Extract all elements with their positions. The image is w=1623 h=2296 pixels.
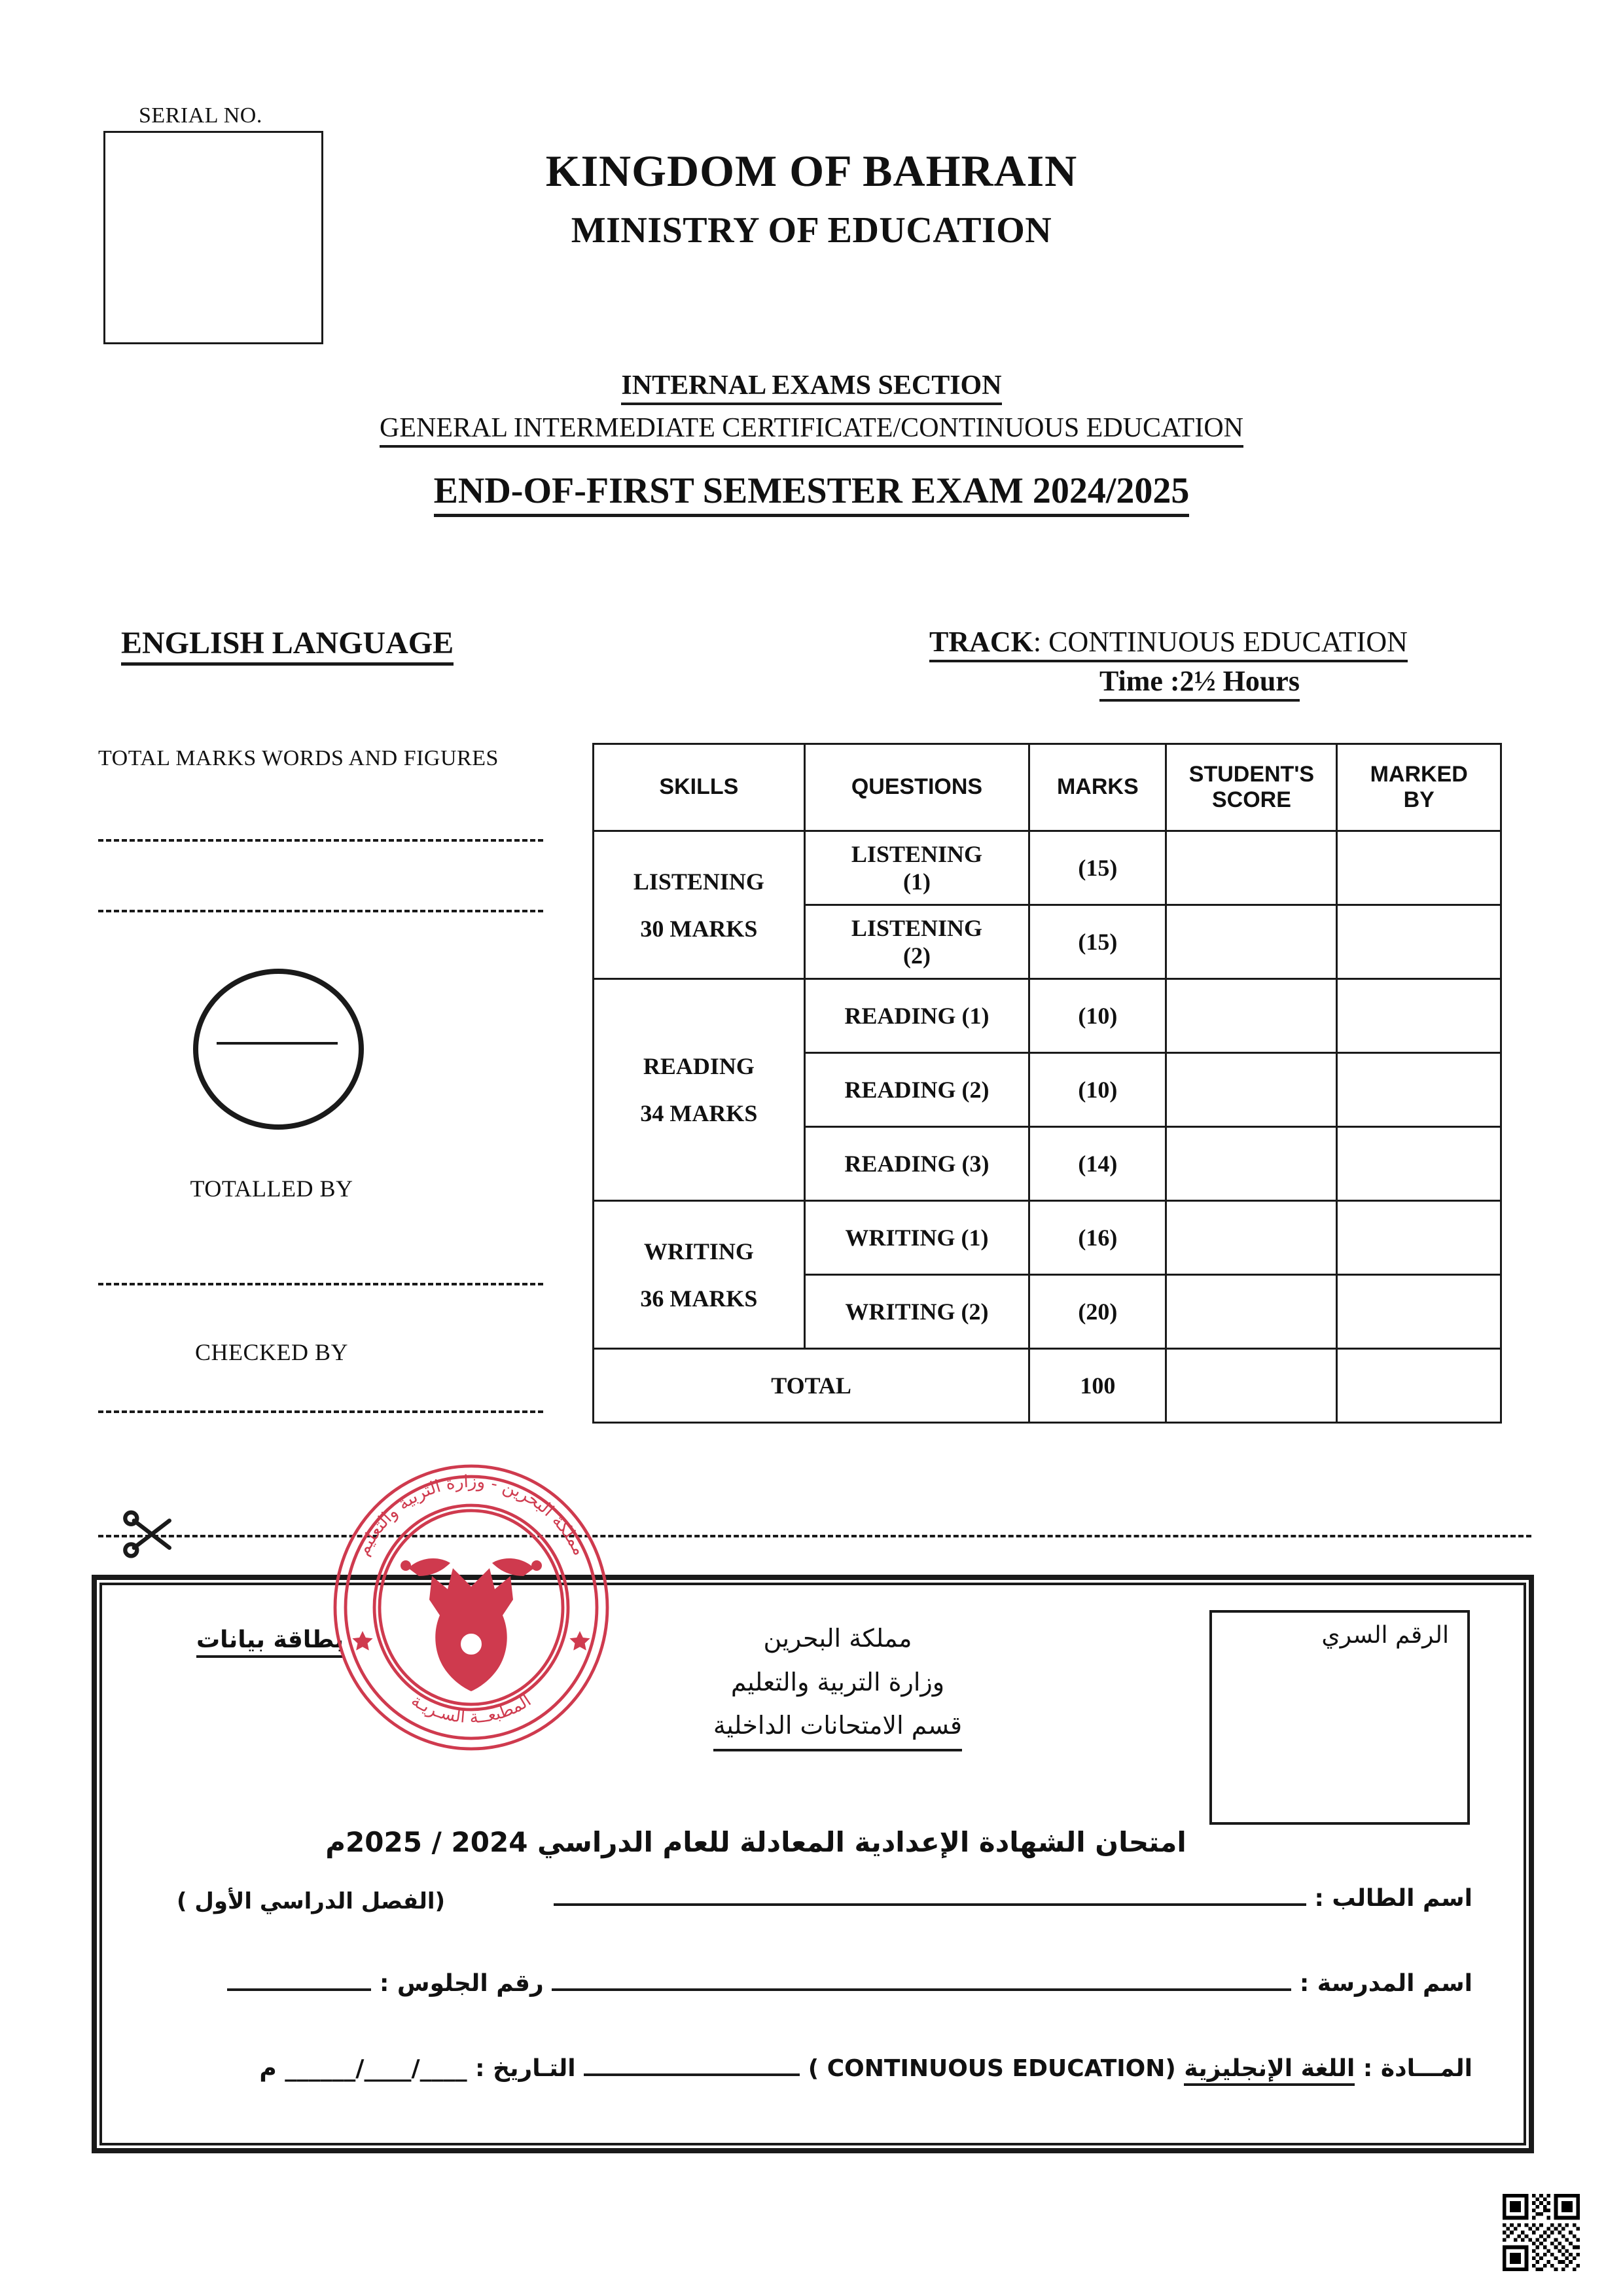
student-name-label: اسم الطالب : — [1314, 1885, 1472, 1912]
card-title-batqa-bayanat: بطاقة بيانات — [196, 1626, 344, 1658]
student-score-cell[interactable] — [1166, 1275, 1337, 1349]
student-score-cell[interactable] — [1166, 831, 1337, 905]
student-score-cell[interactable] — [1166, 979, 1337, 1053]
table-row — [594, 831, 1501, 905]
stamp-top-text: مملكة البحرين - وزارة التربية والتعليم — [353, 1471, 590, 1559]
column-header-marked-by — [1337, 744, 1501, 831]
student-name-field — [554, 1885, 1472, 1912]
exam-section-heading — [0, 370, 1623, 401]
exam-time: Time :2½ Hours — [1099, 664, 1300, 702]
subject-value-english: (CONTINUOUS EDUCATION ) — [808, 2055, 1176, 2082]
semester-note: (الفصل الدراسي الأول ) — [177, 1888, 446, 1914]
checked-by-label: CHECKED BY — [194, 1339, 348, 1365]
table-header-row — [594, 744, 1501, 831]
date-blanks[interactable]: ____/____/______ م — [259, 2055, 467, 2082]
question-cell — [804, 905, 1029, 979]
question-label-line2: (2) — [902, 942, 931, 969]
marks-cell: (16) — [1029, 1201, 1166, 1275]
scissors-icon — [121, 1505, 180, 1564]
school-name-label: اسم المدرسة : — [1299, 1970, 1472, 1997]
skill-listening-name: LISTENING — [633, 868, 764, 895]
marked-by-cell[interactable] — [1337, 1275, 1501, 1349]
lower-write-line[interactable] — [98, 1410, 543, 1413]
track-label: TRACK — [929, 626, 1033, 658]
marked-by-cell[interactable] — [1337, 1053, 1501, 1127]
marked-by-cell[interactable] — [1337, 905, 1501, 979]
official-ministry-seal-stamp — [327, 1461, 615, 1755]
skill-reading-name: READING — [643, 1053, 755, 1079]
secret-number-box[interactable] — [1209, 1610, 1470, 1825]
student-score-cell[interactable] — [1166, 1201, 1337, 1275]
seat-number-label: رقم الجلوس : — [379, 1970, 544, 1997]
seat-number-input-line[interactable] — [227, 1971, 371, 1991]
subject-extra-line[interactable] — [584, 2056, 800, 2076]
marked-by-line2: BY — [1403, 787, 1435, 812]
question-cell: READING (3) — [804, 1127, 1029, 1201]
subject-name: ENGLISH LANGUAGE — [121, 625, 454, 666]
track-value: : CONTINUOUS EDUCATION — [1033, 626, 1408, 658]
exam-section-text: INTERNAL EXAMS SECTION — [621, 370, 1001, 405]
skill-group-listening — [594, 831, 805, 979]
semester-exam-title — [0, 470, 1623, 512]
serial-no-label: SERIAL NO. — [139, 103, 262, 128]
total-marks-write-line-1[interactable] — [98, 839, 543, 842]
skill-group-writing — [594, 1201, 805, 1349]
marked-by-cell[interactable] — [1337, 1127, 1501, 1201]
card-ministry-block — [654, 1617, 1021, 1751]
marked-by-cell[interactable] — [1337, 1201, 1501, 1275]
question-cell: WRITING (2) — [804, 1275, 1029, 1349]
student-name-input-line[interactable] — [554, 1886, 1306, 1906]
card-section-name: قسم الامتحانات الداخلية — [713, 1704, 962, 1751]
subject-value-arabic: اللغة الإنجليزية — [1184, 2055, 1355, 2086]
column-header-skills: SKILLS — [594, 744, 805, 831]
total-label: TOTAL — [594, 1349, 1029, 1423]
track-line — [929, 625, 1408, 662]
totalled-by-circle[interactable] — [193, 969, 364, 1130]
school-name-input-line[interactable] — [552, 1971, 1291, 1991]
question-label-line2: (1) — [902, 869, 931, 895]
marks-cell: (15) — [1029, 831, 1166, 905]
skill-reading-marks: 34 MARKS — [640, 1100, 758, 1126]
column-header-students-score — [1166, 744, 1337, 831]
circle-divider-line — [217, 1042, 338, 1045]
question-cell: WRITING (1) — [804, 1201, 1029, 1275]
totalled-by-label: TOTALLED BY — [190, 1175, 353, 1202]
stamp-bottom-text: المطبعــة السـريـة — [407, 1691, 535, 1728]
column-header-marks: MARKS — [1029, 744, 1166, 831]
qr-code-icon — [1503, 2194, 1580, 2271]
question-cell: READING (2) — [804, 1053, 1029, 1127]
semester-exam-text: END-OF-FIRST SEMESTER EXAM 2024/2025 — [434, 471, 1190, 517]
total-marked-by-cell[interactable] — [1337, 1349, 1501, 1423]
student-score-cell[interactable] — [1166, 905, 1337, 979]
ministry-title: MINISTRY OF EDUCATION — [571, 210, 1052, 251]
skill-writing-marks: 36 MARKS — [640, 1285, 758, 1312]
card-ministry-name: وزارة التربية والتعليم — [730, 1667, 945, 1696]
table-row — [594, 1201, 1501, 1275]
marked-by-line1: MARKED — [1370, 761, 1468, 787]
card-country: مملكة البحرين — [763, 1624, 912, 1653]
total-marks-words-figures-label: TOTAL MARKS WORDS AND FIGURES — [98, 746, 499, 770]
marked-by-cell[interactable] — [1337, 979, 1501, 1053]
total-score-cell[interactable] — [1166, 1349, 1337, 1423]
subject-label: المـــادة : — [1363, 2055, 1472, 2082]
question-cell — [804, 831, 1029, 905]
cut-here-dashed-line — [98, 1535, 1531, 1537]
table-row — [594, 979, 1501, 1053]
skill-group-reading — [594, 979, 805, 1201]
table-total-row — [594, 1349, 1501, 1423]
date-label: التـاريخ : — [475, 2055, 576, 2082]
student-score-cell[interactable] — [1166, 1053, 1337, 1127]
question-cell: READING (1) — [804, 979, 1029, 1053]
total-marks-write-line-2[interactable] — [98, 910, 543, 912]
marks-cell: (10) — [1029, 1053, 1166, 1127]
marks-cell: (15) — [1029, 905, 1166, 979]
card-exam-title: امتحان الشهادة الإعدادية المعادلة للعام الدراسي 2024 / 2025م — [325, 1826, 1186, 1858]
secret-number-label: الرقم السري — [1321, 1622, 1449, 1649]
certificate-heading — [0, 412, 1623, 444]
marked-by-cell[interactable] — [1337, 831, 1501, 905]
skill-listening-marks: 30 MARKS — [640, 915, 758, 942]
column-header-questions: QUESTIONS — [804, 744, 1029, 831]
question-label-line1: LISTENING — [851, 841, 982, 867]
subject-date-field — [259, 2055, 1472, 2082]
school-name-field — [227, 1970, 1472, 1997]
checked-by-write-line[interactable] — [98, 1283, 543, 1285]
marks-cell: (20) — [1029, 1275, 1166, 1349]
students-score-line2: SCORE — [1211, 787, 1291, 812]
marks-cell: (14) — [1029, 1127, 1166, 1201]
question-label-line1: LISTENING — [851, 915, 982, 941]
student-score-cell[interactable] — [1166, 1127, 1337, 1201]
total-marks-cell: 100 — [1029, 1349, 1166, 1423]
marks-table — [592, 743, 1502, 1424]
skill-writing-name: WRITING — [643, 1238, 754, 1265]
marks-cell: (10) — [1029, 979, 1166, 1053]
kingdom-title: KINGDOM OF BAHRAIN — [545, 146, 1078, 196]
certificate-text: GENERAL INTERMEDIATE CERTIFICATE/CONTINUOUS EDUCATION — [380, 413, 1243, 448]
students-score-line1: STUDENT'S — [1188, 761, 1315, 787]
